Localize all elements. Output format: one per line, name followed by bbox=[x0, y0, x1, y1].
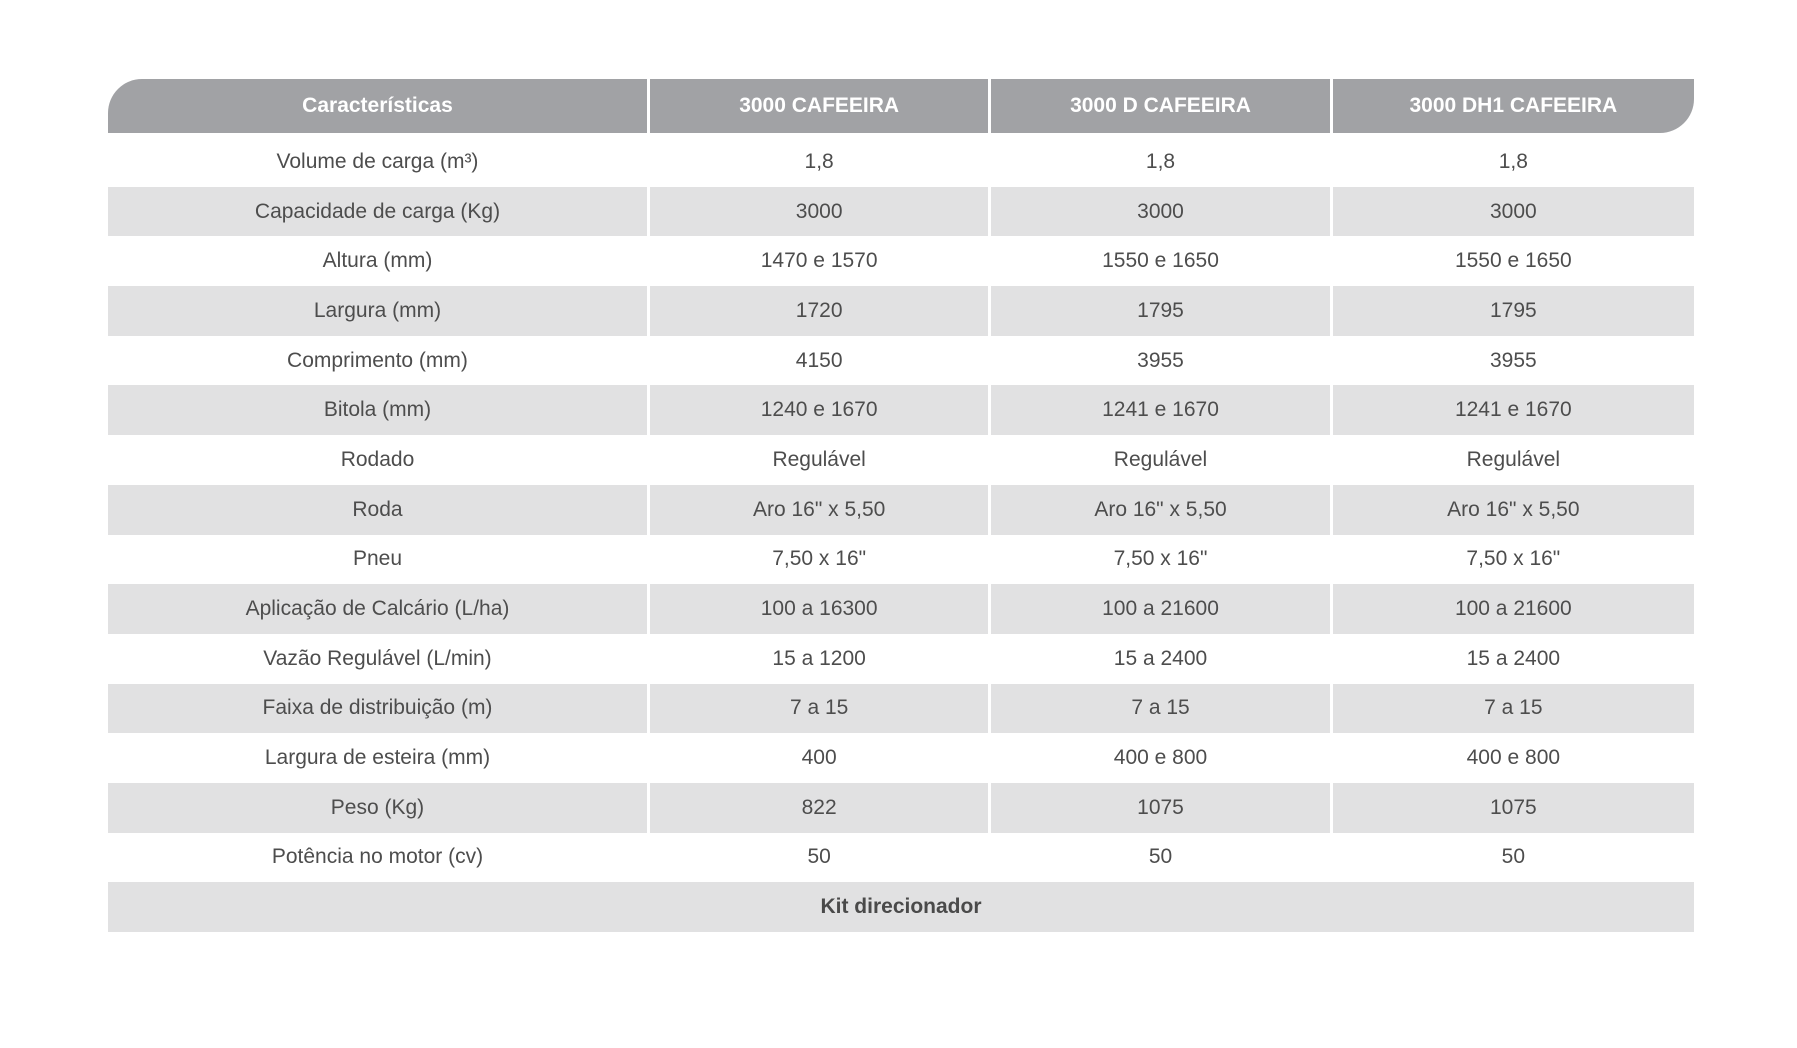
table-row bbox=[108, 485, 1694, 535]
table-cell: 400 bbox=[801, 746, 837, 770]
table-cell: 7 a 15 bbox=[650, 684, 988, 734]
table-row bbox=[108, 435, 1694, 485]
table-row bbox=[108, 634, 1694, 684]
table-cell: 1,8 bbox=[1145, 149, 1176, 173]
table-cell: Roda bbox=[108, 485, 647, 535]
table-cell: 3955 bbox=[1489, 348, 1537, 372]
table-cell: Aro 16" x 5,50 bbox=[650, 485, 988, 535]
table-cell: 7 a 15 bbox=[1333, 684, 1694, 734]
table-cell: 15 a 2400 bbox=[1466, 646, 1561, 670]
header-cell: 3000 D CAFEEIRA bbox=[991, 79, 1329, 133]
table-row bbox=[108, 137, 1694, 187]
table-cell: Rodado bbox=[340, 447, 415, 471]
spec-table bbox=[108, 79, 1694, 932]
table-row bbox=[108, 336, 1694, 386]
table-cell: 1075 bbox=[1333, 783, 1694, 833]
table-cell: 7,50 x 16" bbox=[1466, 547, 1561, 571]
table-cell: 3000 bbox=[1333, 187, 1694, 237]
table-cell: Peso (Kg) bbox=[108, 783, 647, 833]
table-cell: 50 bbox=[1148, 845, 1173, 869]
table-cell: Largura (mm) bbox=[108, 286, 647, 336]
table-cell: 3000 bbox=[650, 187, 988, 237]
table-row bbox=[108, 535, 1694, 585]
table-cell: 1550 e 1650 bbox=[1454, 249, 1572, 273]
table-cell: 400 e 800 bbox=[1113, 746, 1208, 770]
table-cell: 50 bbox=[807, 845, 831, 869]
table-row bbox=[108, 286, 1694, 336]
table-cell: 15 a 2400 bbox=[1113, 646, 1208, 670]
table-cell: Regulável bbox=[772, 447, 866, 471]
table-cell: 822 bbox=[650, 783, 988, 833]
table-row bbox=[108, 833, 1694, 883]
table-cell: 3955 bbox=[1137, 348, 1184, 372]
table-row bbox=[108, 684, 1694, 734]
table-cell: 15 a 1200 bbox=[772, 646, 866, 670]
table-row bbox=[108, 584, 1694, 634]
header-cell: 3000 CAFEEIRA bbox=[650, 79, 988, 133]
table-cell: 1795 bbox=[1333, 286, 1694, 336]
table-footer bbox=[108, 882, 1694, 932]
table-cell: Vazão Regulável (L/min) bbox=[263, 646, 492, 670]
table-cell: 1,8 bbox=[804, 149, 834, 173]
table-cell: 50 bbox=[1501, 845, 1526, 869]
table-cell: 7 a 15 bbox=[991, 684, 1329, 734]
table-cell: 100 a 21600 bbox=[1333, 584, 1694, 634]
table-row bbox=[108, 783, 1694, 833]
table-cell: 7,50 x 16" bbox=[772, 547, 867, 571]
footer-label: Kit direcionador bbox=[108, 882, 1694, 932]
table-row bbox=[108, 187, 1694, 237]
table-cell: Potência no motor (cv) bbox=[271, 845, 484, 869]
header-cell: 3000 DH1 CAFEEIRA bbox=[1333, 79, 1694, 133]
table-row bbox=[108, 236, 1694, 286]
table-cell: Faixa de distribuição (m) bbox=[108, 684, 647, 734]
table-cell: Aro 16" x 5,50 bbox=[991, 485, 1329, 535]
table-cell: 1795 bbox=[991, 286, 1329, 336]
table-cell: Aplicação de Calcário (L/ha) bbox=[108, 584, 647, 634]
table-cell: Aro 16" x 5,50 bbox=[1333, 485, 1694, 535]
table-cell: Largura de esteira (mm) bbox=[264, 746, 491, 770]
table-cell: Volume de carga (m³) bbox=[276, 149, 479, 173]
table-cell: 1550 e 1650 bbox=[1102, 249, 1219, 273]
table-cell: Regulável bbox=[1113, 447, 1208, 471]
table-cell: 1241 e 1670 bbox=[991, 385, 1329, 435]
table-cell: Capacidade de carga (Kg) bbox=[108, 187, 647, 237]
table-cell: 100 a 16300 bbox=[650, 584, 988, 634]
table-cell: 3000 bbox=[991, 187, 1329, 237]
table-cell: 100 a 21600 bbox=[991, 584, 1329, 634]
table-cell: Comprimento (mm) bbox=[287, 348, 468, 372]
table-cell: 1075 bbox=[991, 783, 1329, 833]
table-cell: Bitola (mm) bbox=[108, 385, 647, 435]
table-cell: 1470 e 1570 bbox=[760, 249, 878, 273]
table-cell: 1240 e 1670 bbox=[650, 385, 988, 435]
table-cell: Pneu bbox=[352, 547, 402, 571]
table-cell: 4150 bbox=[795, 348, 843, 372]
table-header bbox=[108, 79, 1694, 133]
table-cell: 400 e 800 bbox=[1466, 746, 1561, 770]
table-cell: 1241 e 1670 bbox=[1333, 385, 1694, 435]
table-row bbox=[108, 385, 1694, 435]
table-cell: Regulável bbox=[1466, 447, 1561, 471]
table-cell: 1,8 bbox=[1498, 149, 1528, 173]
table-row bbox=[108, 733, 1694, 783]
header-cell: Características bbox=[108, 79, 647, 133]
table-cell: 7,50 x 16" bbox=[1113, 547, 1208, 571]
table-cell: 1720 bbox=[650, 286, 988, 336]
table-cell: Altura (mm) bbox=[322, 249, 433, 273]
